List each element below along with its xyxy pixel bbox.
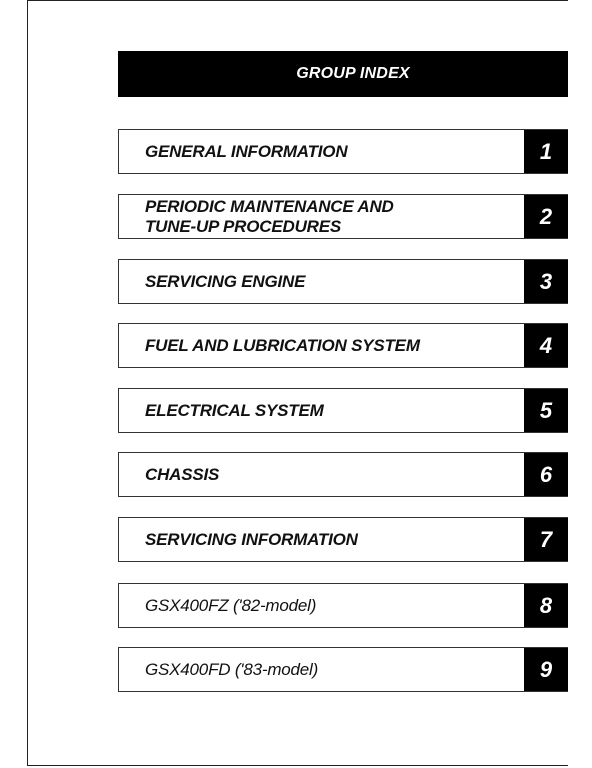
section-number-tab[interactable]: 5 — [524, 389, 568, 432]
index-row-9[interactable] — [118, 647, 568, 692]
section-label: SERVICING ENGINE — [145, 271, 306, 291]
index-row-4[interactable] — [118, 323, 568, 368]
section-label: ELECTRICAL SYSTEM — [145, 400, 324, 420]
section-number-tab[interactable]: 4 — [524, 324, 568, 367]
page-edge — [568, 0, 592, 768]
index-row-3[interactable] — [118, 259, 568, 304]
page-title: GROUP INDEX — [296, 65, 410, 82]
index-row-1[interactable] — [118, 129, 568, 174]
group-index-header — [118, 51, 568, 97]
section-label: GSX400FD ('83-model) — [145, 659, 319, 679]
index-row-5[interactable] — [118, 388, 568, 433]
section-number-tab[interactable]: 2 — [524, 195, 568, 238]
section-number-tab[interactable]: 8 — [524, 584, 568, 627]
section-label: GSX400FZ ('82-model) — [145, 595, 317, 615]
section-number-tab[interactable]: 3 — [524, 260, 568, 303]
section-label: CHASSIS — [145, 464, 220, 484]
section-number-tab[interactable]: 7 — [524, 518, 568, 561]
section-label: PERIODIC MAINTENANCE AND TUNE-UP PROCEDURES — [145, 196, 394, 236]
section-label: GENERAL INFORMATION — [145, 141, 348, 161]
section-label: FUEL AND LUBRICATION SYSTEM — [145, 335, 420, 355]
index-row-2[interactable] — [118, 194, 568, 239]
index-row-8[interactable] — [118, 583, 568, 628]
section-number-tab[interactable]: 6 — [524, 453, 568, 496]
section-label: SERVICING INFORMATION — [145, 529, 358, 549]
section-number-tab[interactable]: 9 — [524, 648, 568, 691]
index-row-7[interactable] — [118, 517, 568, 562]
index-row-6[interactable] — [118, 452, 568, 497]
section-number-tab[interactable]: 1 — [524, 130, 568, 173]
